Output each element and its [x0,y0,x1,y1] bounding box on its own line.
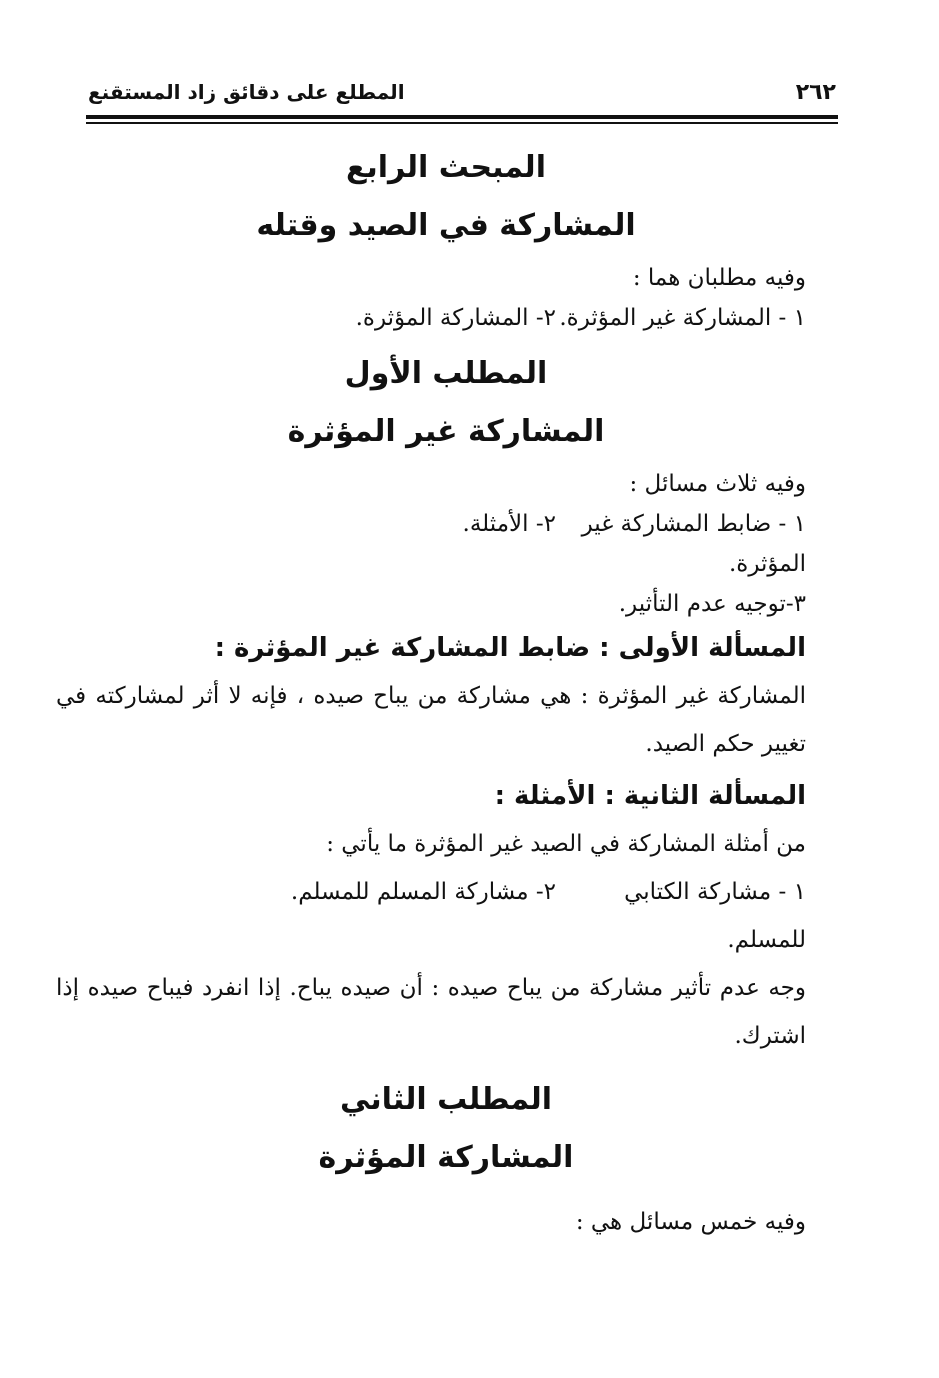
matlab1-item-3: ٣-توجيه عدم التأثير. [618,591,806,617]
masala2-items-row [86,868,806,964]
matlab1-items-row [86,504,806,584]
section-title: المبحث الرابع [346,150,546,185]
matlab2-subtitle: المشاركة المؤثرة [318,1140,574,1175]
matlab2-intro: وفيه خمس مسائل هي : [575,1209,806,1235]
masala2-intro: من أمثلة المشاركة في الصيد غير المؤثرة ما يأتي : [326,831,806,857]
page-body [56,150,806,1242]
section-subtitle: المشاركة في الصيد وقتله [256,208,636,243]
section-intro: وفيه مطلبان هما : [632,265,806,291]
header-rule-thin [86,122,838,124]
header-rule-thick [86,115,838,119]
section-items-row [86,298,806,338]
matlab1-subtitle: المشاركة غير المؤثرة [287,414,605,449]
masala2-reason: وجه عدم تأثير مشاركة من يباح صيده : أن صيده يباح. إذا انفرد فيباح صيده إذا اشترك. [56,975,806,1049]
masala2-title: المسألة الثانية : الأمثلة : [494,781,806,811]
section-item-1: ١ - المشاركة غير المؤثرة. [559,305,806,331]
matlab1-item-1: ١ - ضابط المشاركة غير المؤثرة. [581,511,806,577]
matlab1-item-2: ٢- الأمثلة. [462,511,556,537]
masala1-text: المشاركة غير المؤثرة : هي مشاركة من يباح صيده ، فإنه لا أثر لمشاركته في تغيير حكم الصيد. [56,683,806,757]
page-header [88,80,836,110]
section-item-2: ٢- المشاركة المؤثرة. [355,305,556,331]
matlab1-intro: وفيه ثلاث مسائل : [629,471,806,497]
masala1-title: المسألة الأولى : ضابط المشاركة غير المؤثرة : [214,633,806,663]
running-title: المطلع على دقائق زاد المستقنع [88,80,405,104]
matlab1-title: المطلب الأول [344,356,548,391]
page-number: ٢٦٢ [795,80,836,105]
matlab2-title: المطلب الثاني [339,1082,552,1117]
masala2-item-1: ١ - مشاركة الكتابي للمسلم. [624,879,806,953]
masala2-item-2: ٢- مشاركة المسلم للمسلم. [290,879,556,905]
